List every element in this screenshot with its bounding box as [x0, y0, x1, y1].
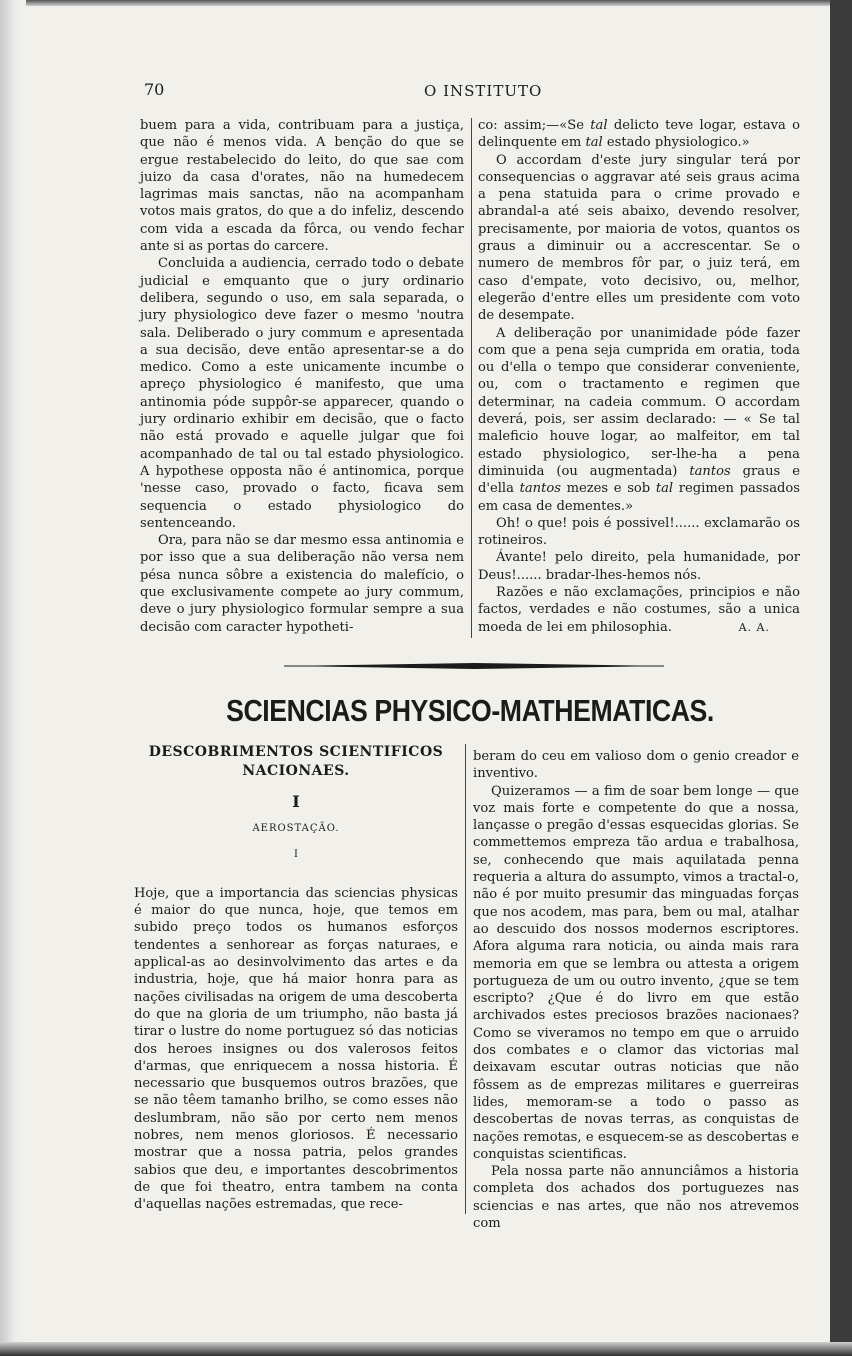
paragraph: co: assim;—«Se tal delicto teve logar, estava o delinquente em tal estado physiologico.» — [478, 118, 800, 151]
paragraph: beram do ceu em valioso dom o genio creador e inventivo. — [473, 749, 799, 782]
paragraph: Oh! o que! pois é possivel!...... exclamarão os rotineiros. — [478, 515, 800, 549]
page-number: 70 — [144, 80, 165, 99]
paragraph: Ora, para não se dar mesmo essa antinomia e por isso que a sua deliberação não versa nem pésa nunca sôbre a existencia do malefício, o que exclusivamente compete ao jury commum, deve o jury physiologico formular sempre a sua decisão com caracter hypotheti- — [140, 533, 464, 635]
paragraph: Razões e não exclamações, principios e não factos, verdades e não costumes, são a unica moeda de lei em philosophia. A. A. — [478, 585, 800, 635]
paragraph: Ávante! pelo direito, pela humanidade, por Deus!...... bradar-lhes-hemos nós. — [478, 550, 800, 583]
paragraph: O accordam d'este jury singular terá por consequencias o aggravar até seis graus acima a pena statuida para o crime provado e abrandal-a até seis abaixo, devendo resolver, precisamente, por maioria de votos, quantos os graus a diminuir ou a accrescentar. Se o numero de membros fôr par, o juiz terá, em caso d'empate, voto decisivo, ou, melhor, elegerão d'entre elles um presidente com voto de desempate. — [478, 152, 800, 324]
column-top-left — [140, 117, 464, 636]
paragraph: Hoje, que a importancia das sciencias physicas é maior do que nunca, hoje, que temos em subido preço todos os humanos esforços tendentes a senhorear as forças naturaes, e applical-as ao desinvolvimento das artes e da industria, hoje, que há maior honra para as nações civilisadas na origem de uma descoberta do que na gloria de um triumpho, não basta já tirar o lustre do nome portuguez só das noticias dos heroes insignes ou dos valerosos feitos d'armas, que enriquecem a nossa historia. É necessario que busquemos outros brazões, que se não têem tamanho brilho, se como esses não deslumbram, não são por certo nem menos nobres, nem menos gloriosos. É necessario mostrar que a nossa patria, pelos grandes sabios que deu, e importantes descobrimentos de que foi theatro, entra tambem na conta d'aquellas nações estremadas, que rece- — [134, 885, 458, 1213]
article-subheading: AEROSTAÇÃO. — [252, 823, 340, 835]
paragraph: buem para a vida, contribuam para a justiça, que não é menos vida. A benção do que se ergue restabelecido do leito, do que sae com juizo da casa d'orates, não na humedecem lagrimas mais sanctas, não na acompanham votos mais gratos, do que a do infeliz, descendo com vida a escada da fôrca, ou vendo fechar ante si as portas do carcere. — [140, 118, 464, 255]
column-bottom-left — [134, 743, 458, 1214]
part-number: I — [292, 792, 300, 811]
paragraph: Concluida a audiencia, cerrado todo o debate judicial e emquanto que o jury ordinario delibera, segundo o uso, em sala separada, o jury physiologico deve fazer o mesmo 'noutra sala. Deliberado o jury commum e apresentada a sua decisão, deve então apresentar-se a do medico. Como a este unicamente incumbe o apreço physiologico é manifesto, que uma antinomia póde suppôr-se apparecer, quando o jury ordinario exhibir em decisão, que o facto não está provado e aquelle julgar que foi acompanhado de tal ou tal estado physiologico. A hypothese opposta não é antinomica, porque 'nesse caso, provado o facto, ficava sem sequencia o estado physiologico do sentenceando. — [140, 256, 464, 531]
paragraph: Quizeramos — a fim de soar bem longe — que voz mais forte e competente do que a nossa, lançasse o pregão d'essas esquecidas glorias. Se commettemos empreza tão ardua e trabalhosa, se, conhecendo que mais aquilatada penna requeria a altura do assumpto, vimos a tractal-o, não é por muito presumir das minguadas forças que nos acodem, mas para, bem ou mal, atalhar ao descuido dos nossos modernos escriptores. Afora alguma rara noticia, ou ainda mais rara memoria em que se lembra ou attesta a origem portugueza de um ou outro invento, ¿que se tem escripto? ¿Que é do livro em que estão archivados estes preciosos brazões nacionaes? Como se viveramos no tempo em que o arruido dos combates e o clamor das victorias mal deixavam escutar outras noticias que não fôssem as de emprezas militares e guerreiras lides, memoram-se a todo o passo as descobertas de novas terras, as conquistas de nações remotas, e esquecem-se as descobertas e conquistas scientificas. — [473, 783, 799, 1162]
page-right-edge — [830, 0, 852, 1356]
author-signature: A. A. — [738, 620, 770, 634]
paragraph: A deliberação por unanimidade póde fazer com que a pena seja cumprida em oratia, toda ou d'ella o tempo que considerar conveniente, ou, com o tractamento e regimen que determinar, na cadeia commum. O accordam deverá, pois, ser assim declarado: — « Se tal maleficio houve logar, ao malfeitor, em tal estado physiologico, ser-lhe-ha a pena diminuida (ou augmentada) tantos graus e d'ella tantos mezes e sob tal regimen passados em casa de dementes.» — [478, 325, 801, 514]
section-title: SCIENCIAS PHYSICO-MATHEMATICAS. — [226, 693, 714, 728]
article-heading: DESCOBRIMENTOS SCIENTIFICOS NACIONAES. — [148, 744, 444, 779]
column-divider — [465, 744, 466, 1214]
column-top-right — [478, 117, 800, 636]
running-title: O INSTITUTO — [424, 82, 543, 100]
column-bottom-right — [473, 748, 799, 1232]
binding-gutter — [0, 0, 26, 1356]
page-top-edge — [0, 0, 852, 6]
page-bottom-edge — [0, 1342, 852, 1356]
chapter-number: I — [294, 848, 298, 860]
ornamental-rule — [284, 660, 664, 674]
paragraph: Pela nossa parte não annunciâmos a historia completa dos achados dos portuguezes nas sciencias e nas artes, que não nos atrevemos com — [473, 1164, 799, 1232]
column-divider — [471, 118, 472, 638]
